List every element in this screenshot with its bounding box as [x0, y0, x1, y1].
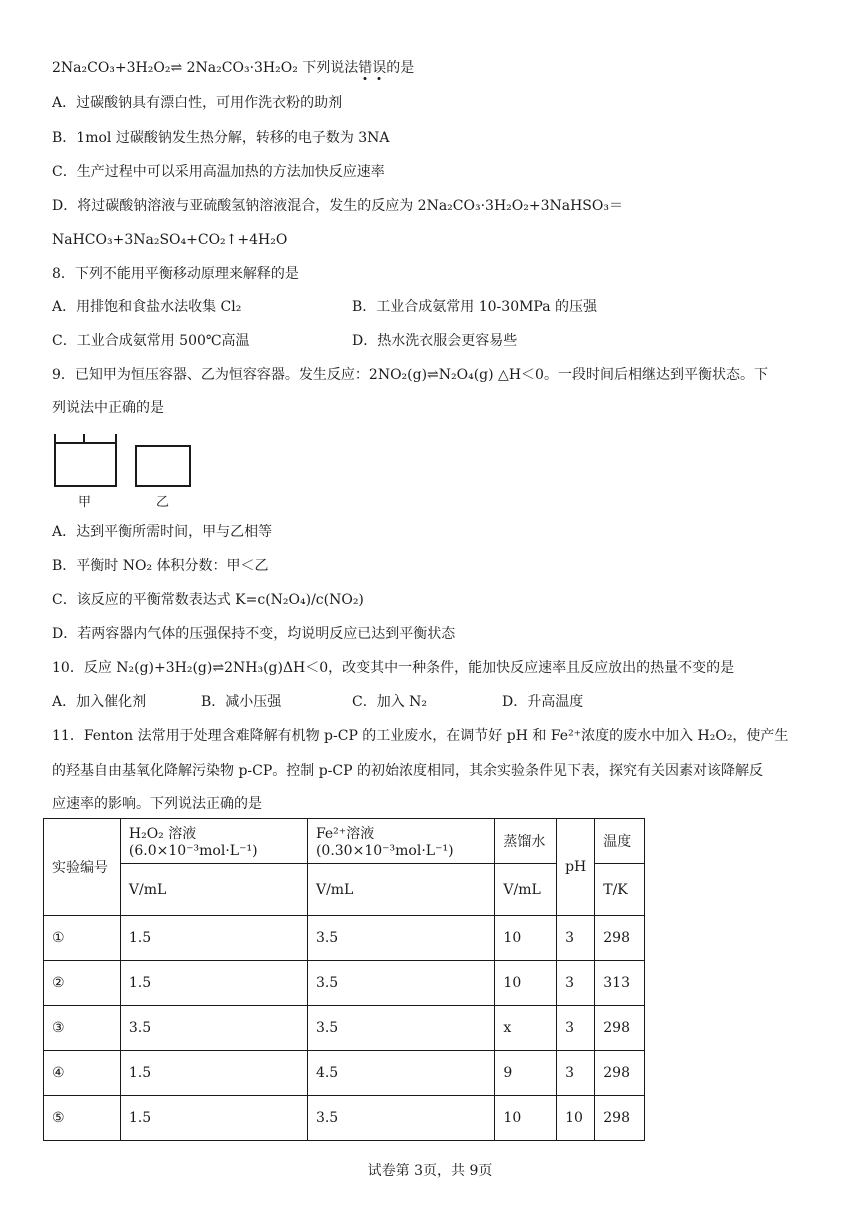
q8-option-c: C．工业合成氨常用 500℃高温 [52, 333, 250, 349]
header-distilled-water: 蒸馏水 [495, 819, 557, 864]
q7-option-c: C．生产过程中可以采用高温加热的方法加快反应速率 [52, 164, 385, 180]
constant-pressure-container-jia [55, 434, 116, 486]
table-row [44, 961, 645, 1006]
cell-id: ③ [44, 1006, 121, 1051]
q8-option-a: A．用排饱和食盐水法收集 Cl₂ [52, 299, 242, 315]
q9-stem-line2: 列说法中正确的是 [52, 400, 164, 416]
cell-h2o2: 1.5 [120, 1051, 307, 1096]
q9-option-b: B．平衡时 NO₂ 体积分数：甲＜乙 [52, 558, 269, 574]
constant-volume-container-yi [136, 446, 190, 486]
header-fe-solution: Fe²⁺溶液(0.30×10⁻³mol·L⁻¹) [307, 819, 494, 864]
cell-fe: 3.5 [307, 961, 494, 1006]
q9-stem-line1: 9．已知甲为恒压容器、乙为恒容容器。发生反应：2NO₂(g)⇌N₂O₄(g) △H＜0。一段时间后相继达到平衡状态。下 [52, 367, 768, 383]
label-jia: 甲 [78, 495, 92, 510]
cell-temp: 298 [595, 1051, 645, 1096]
q8-option-d: D．热水洗衣服会更容易些 [352, 333, 518, 349]
cell-temp: 313 [595, 961, 645, 1006]
q11-stem-line3: 应速率的影响。下列说法正确的是 [52, 796, 262, 812]
q9-option-a: A．达到平衡所需时间，甲与乙相等 [52, 524, 273, 540]
container-figure [52, 432, 212, 512]
emphasis-char-1: 错 [358, 60, 373, 76]
cell-ph: 10 [557, 1096, 595, 1141]
cell-temp: 298 [595, 1096, 645, 1141]
table-row [44, 1006, 645, 1051]
cell-id: ② [44, 961, 121, 1006]
cell-water: 10 [495, 916, 557, 961]
cell-water: 10 [495, 1096, 557, 1141]
label-yi: 乙 [156, 495, 170, 510]
cell-water: x [495, 1006, 557, 1051]
q10-option-b: B．减小压强 [201, 694, 282, 710]
header-temperature: 温度 [595, 819, 645, 864]
cell-fe: 3.5 [307, 916, 494, 961]
table-row [44, 1051, 645, 1096]
q9-option-d: D．若两容器内气体的压强保持不变，均说明反应已达到平衡状态 [52, 626, 456, 642]
q7-option-d-continued: NaHCO₃+3Na₂SO₄+CO₂↑+4H₂O [52, 232, 288, 248]
intro-pre: 2Na₂CO₃+3H₂O₂⇌ 2Na₂CO₃·3H₂O₂ 下列说法 [52, 60, 359, 76]
cell-h2o2: 1.5 [120, 1096, 307, 1141]
cell-id: ④ [44, 1051, 121, 1096]
intro-post: 的是 [386, 60, 415, 76]
cell-id: ⑤ [44, 1096, 121, 1141]
cell-water: 9 [495, 1051, 557, 1096]
cell-h2o2: 1.5 [120, 961, 307, 1006]
cell-temp: 298 [595, 916, 645, 961]
cell-ph: 3 [557, 961, 595, 1006]
emphasis-char-2: 误 [372, 60, 387, 76]
cell-ph: 3 [557, 916, 595, 961]
q7-option-d: D．将过碳酸钠溶液与亚硫酸氢钠溶液混合，发生的反应为 2Na₂CO₃·3H₂O₂+3NaHSO₃＝ [52, 198, 623, 214]
q10-option-d: D．升高温度 [502, 694, 584, 710]
intro-equation-line [52, 58, 414, 78]
q10-option-c: C．加入 N₂ [352, 694, 428, 710]
unit-temperature: T/K [595, 864, 645, 916]
cell-id: ① [44, 916, 121, 961]
cell-h2o2: 3.5 [120, 1006, 307, 1051]
unit-h2o2: V/mL [120, 864, 307, 916]
cell-fe: 3.5 [307, 1006, 494, 1051]
header-h2o2-solution: H₂O₂ 溶液(6.0×10⁻³mol·L⁻¹) [120, 819, 307, 864]
q10-stem: 10．反应 N₂(g)+3H₂(g)⇌2NH₃(g)ΔH＜0，改变其中一种条件，能加快反应速率且反应放出的热量不变的是 [52, 660, 735, 676]
q11-stem-line1: 11．Fenton 法常用于处理含难降解有机物 p-CP 的工业废水，在调节好 pH 和 Fe²⁺浓度的废水中加入 H₂O₂，使产生 [52, 728, 789, 744]
table-row [44, 1096, 645, 1141]
page-footer: 试卷第 3页，共 9页 [367, 1163, 493, 1179]
unit-water: V/mL [495, 864, 557, 916]
q7-option-b: B．1mol 过碳酸钠发生热分解，转移的电子数为 3NA [52, 130, 390, 146]
q8-option-b: B．工业合成氨常用 10-30MPa 的压强 [352, 299, 598, 315]
cell-ph: 3 [557, 1006, 595, 1051]
unit-fe: V/mL [307, 864, 494, 916]
cell-h2o2: 1.5 [120, 916, 307, 961]
cell-temp: 298 [595, 1006, 645, 1051]
experiment-table [43, 818, 645, 1141]
cell-fe: 3.5 [307, 1096, 494, 1141]
table-row [44, 916, 645, 961]
cell-water: 10 [495, 961, 557, 1006]
cell-ph: 3 [557, 1051, 595, 1096]
q9-option-c: C．该反应的平衡常数表达式 K=c(N₂O₄)/c(NO₂) [52, 592, 364, 608]
cell-fe: 4.5 [307, 1051, 494, 1096]
q7-option-a: A．过碳酸钠具有漂白性，可用作洗衣粉的助剂 [52, 95, 343, 111]
q8-stem: 8．下列不能用平衡移动原理来解释的是 [52, 266, 299, 282]
q11-stem-line2: 的羟基自由基氧化降解污染物 p-CP。控制 p-CP 的初始浓度相同，其余实验条件见下表，探究有关因素对该降解反 [52, 763, 763, 779]
header-ph: pH [557, 819, 595, 916]
q10-option-a: A．加入催化剂 [52, 694, 147, 710]
header-experiment-id: 实验编号 [44, 819, 121, 916]
